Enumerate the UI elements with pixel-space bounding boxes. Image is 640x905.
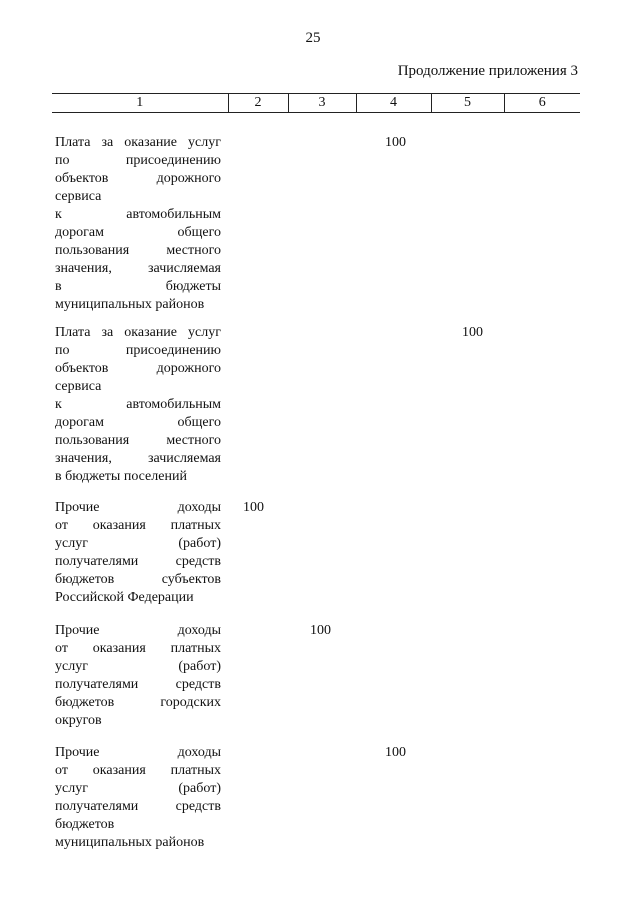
description-line: объектов дорожного [55,171,221,186]
row-value: 100 [385,135,406,150]
description-line: по присоединению [55,343,221,358]
row-description [55,622,221,730]
description-line: сервиса [55,189,102,204]
column-header-table [52,93,580,113]
appendix-continuation-note: Продолжение приложения 3 [397,63,578,79]
column-header-1: 1 [52,94,228,113]
description-line: от оказания платных [55,763,221,778]
description-line: от оказания платных [55,641,221,656]
row-description [55,499,221,607]
description-line: услуг (работ) [55,781,221,796]
description-line: к автомобильным [55,397,221,412]
page-number: 25 [305,30,321,46]
row-value: 100 [243,500,264,515]
description-line: дорогам общего [55,225,221,240]
description-line: в бюджеты поселений [55,469,187,484]
description-line: в бюджеты [55,279,221,294]
column-header-4: 4 [356,94,431,113]
description-line: Плата за оказание услуг [55,135,221,150]
description-line: получателями средств [55,554,221,569]
description-line: Прочие доходы [55,500,221,515]
description-line: пользования местного [55,433,221,448]
description-line: округов [55,713,102,728]
description-line: получателями средств [55,799,221,814]
description-line: от оказания платных [55,518,221,533]
column-header-6: 6 [504,94,580,113]
description-line: услуг (работ) [55,536,221,551]
description-line: услуг (работ) [55,659,221,674]
row-value: 100 [385,745,406,760]
column-header-2: 2 [228,94,288,113]
description-line: сервиса [55,379,102,394]
column-header-row [52,94,580,113]
row-value: 100 [310,623,331,638]
row-description [55,134,221,314]
description-line: муниципальных районов [55,835,205,850]
description-line: бюджетов [55,817,115,832]
description-line: получателями средств [55,677,221,692]
description-line: Плата за оказание услуг [55,325,221,340]
description-line: бюджетов субъектов [55,572,221,587]
description-line: по присоединению [55,153,221,168]
description-line: к автомобильным [55,207,221,222]
description-line: значения, зачисляемая [55,451,221,466]
description-line: бюджетов городских [55,695,221,710]
description-line: значения, зачисляемая [55,261,221,276]
row-description [55,744,221,852]
description-line: пользования местного [55,243,221,258]
column-header-3: 3 [288,94,356,113]
row-description [55,324,221,486]
description-line: Прочие доходы [55,745,221,760]
row-value: 100 [462,325,483,340]
column-header-5: 5 [431,94,504,113]
description-line: Прочие доходы [55,623,221,638]
description-line: объектов дорожного [55,361,221,376]
description-line: муниципальных районов [55,297,205,312]
description-line: Российской Федерации [55,590,194,605]
description-line: дорогам общего [55,415,221,430]
